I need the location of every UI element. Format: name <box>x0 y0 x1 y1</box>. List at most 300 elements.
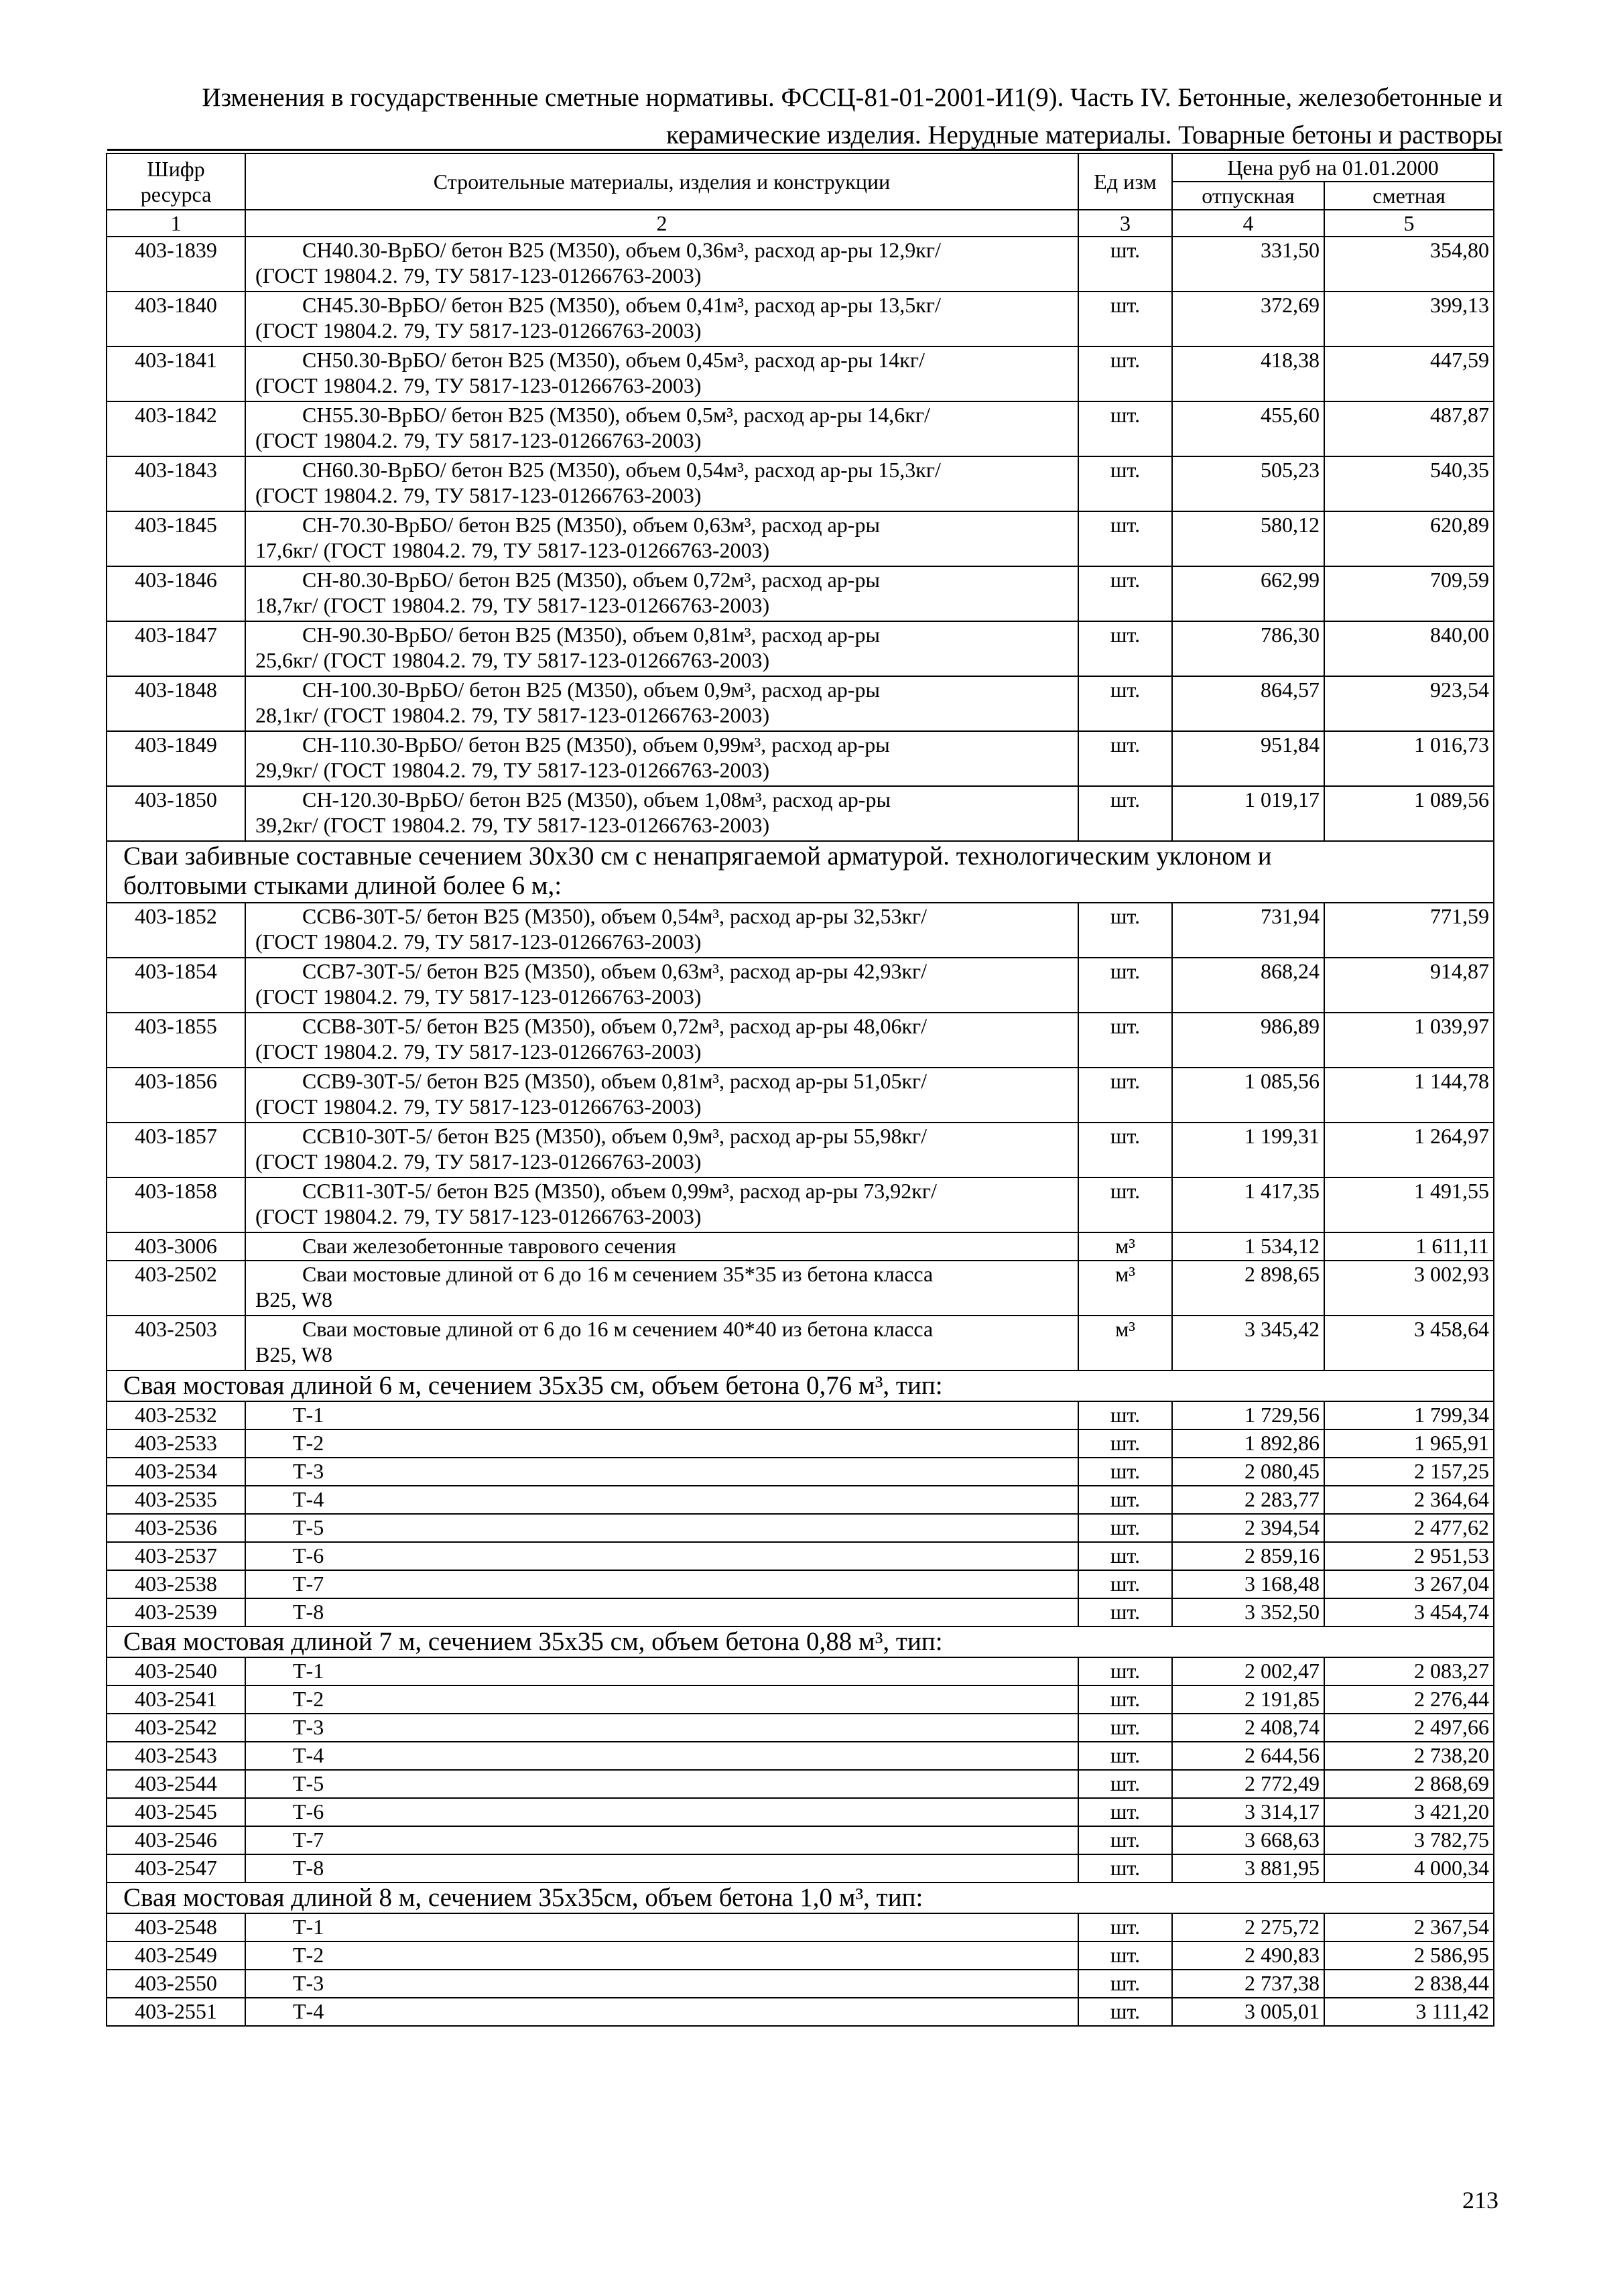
estimate-price: 4 000,34 <box>1324 1854 1494 1883</box>
material-name-line: СН45.30-ВрБО/ бетон В25 (М350), объем 0,41м³, расход ар-ры 13,5кг/ <box>302 293 941 317</box>
resource-code: 403-1843 <box>107 456 245 511</box>
estimate-price: 2 083,27 <box>1324 1657 1494 1685</box>
release-price: 580,12 <box>1172 511 1324 566</box>
release-price: 3 345,42 <box>1172 1316 1324 1370</box>
section-row <box>107 1627 1494 1657</box>
release-price: 1 729,56 <box>1172 1401 1324 1429</box>
release-price: 2 275,72 <box>1172 1913 1324 1941</box>
resource-code: 403-2549 <box>107 1941 245 1970</box>
unit-cell: шт. <box>1078 511 1172 566</box>
release-price: 2 080,45 <box>1172 1458 1324 1486</box>
resource-code: 403-2547 <box>107 1854 245 1883</box>
material-name-line: (ГОСТ 19804.2. 79, ТУ 5817-123-01266763-2003) <box>255 483 702 507</box>
page-number: 213 <box>1462 2187 1498 2214</box>
unit-cell: шт. <box>1078 1401 1172 1429</box>
estimate-price: 3 267,04 <box>1324 1570 1494 1598</box>
unit-cell: шт. <box>1078 1657 1172 1685</box>
release-price: 2 898,65 <box>1172 1261 1324 1316</box>
resource-code: 403-2545 <box>107 1798 245 1826</box>
column-number: 4 <box>1172 210 1324 237</box>
material-name-line: Т-8 <box>293 1600 324 1624</box>
material-name-line: Т-7 <box>293 1572 324 1596</box>
resource-code: 403-2550 <box>107 1970 245 1998</box>
resource-code: 403-2503 <box>107 1316 245 1370</box>
estimate-price: 1 965,91 <box>1324 1429 1494 1458</box>
release-price: 3 668,63 <box>1172 1826 1324 1854</box>
resource-code: 403-1850 <box>107 786 245 841</box>
unit-cell: м³ <box>1078 1316 1172 1370</box>
table-row <box>107 786 1494 841</box>
estimate-price: 3 782,75 <box>1324 1826 1494 1854</box>
estimate-price: 771,59 <box>1324 903 1494 958</box>
resource-code: 403-2533 <box>107 1429 245 1458</box>
release-price: 455,60 <box>1172 401 1324 456</box>
material-name-line: (ГОСТ 19804.2. 79, ТУ 5817-123-01266763-2003) <box>255 1149 702 1173</box>
resource-code: 403-1849 <box>107 731 245 786</box>
estimate-price: 840,00 <box>1324 621 1494 676</box>
resource-code: 403-2535 <box>107 1486 245 1514</box>
release-price: 2 408,74 <box>1172 1714 1324 1742</box>
material-name-line: Т-5 <box>293 1515 324 1539</box>
estimate-price: 923,54 <box>1324 676 1494 731</box>
resource-code: 403-1854 <box>107 958 245 1013</box>
release-price: 3 168,48 <box>1172 1570 1324 1598</box>
material-name-line: СН-70.30-ВрБО/ бетон В25 (М350), объем 0,63м³, расход ар-ры <box>302 513 880 537</box>
estimate-price: 2 838,44 <box>1324 1970 1494 1998</box>
resource-code: 403-2532 <box>107 1401 245 1429</box>
unit-cell: шт. <box>1078 1068 1172 1123</box>
material-name-line: СН60.30-ВрБО/ бетон В25 (М350), объем 0,54м³, расход ар-ры 15,3кг/ <box>302 458 941 482</box>
material-name <box>245 1123 1078 1177</box>
material-name-line: Сваи мостовые длиной от 6 до 16 м сечением 40*40 из бетона класса <box>302 1317 934 1341</box>
table-row <box>107 1177 1494 1232</box>
unit-cell: шт. <box>1078 346 1172 401</box>
estimate-price: 2 738,20 <box>1324 1742 1494 1770</box>
section-title-line: Сваи забивные составные сечением 30х30 см с ненапрягаемой арматурой. технологическим уклоном и <box>123 842 1272 871</box>
estimate-price: 1 039,97 <box>1324 1013 1494 1068</box>
release-price: 662,99 <box>1172 566 1324 621</box>
unit-cell: шт. <box>1078 292 1172 346</box>
material-name <box>245 1013 1078 1068</box>
resource-code: 403-1852 <box>107 903 245 958</box>
material-name-line: Т-2 <box>293 1431 324 1455</box>
table-row <box>107 456 1494 511</box>
unit-cell: шт. <box>1078 1770 1172 1798</box>
material-name-line: Т-6 <box>293 1799 324 1824</box>
material-name-line: СН40.30-ВрБО/ бетон В25 (М350), объем 0,36м³, расход ар-ры 12,9кг/ <box>302 238 941 262</box>
section-title-line: болтовыми стыками длиной более 6 м,: <box>123 871 562 900</box>
resource-code: 403-1846 <box>107 566 245 621</box>
material-name-line: Т-4 <box>293 1743 324 1767</box>
release-price: 868,24 <box>1172 958 1324 1013</box>
header-line-2: керамические изделия. Нерудные материалы. Товарные бетоны и растворы <box>666 121 1502 149</box>
release-price: 2 772,49 <box>1172 1770 1324 1798</box>
material-name-line: Т-7 <box>293 1828 324 1852</box>
unit-cell: шт. <box>1078 1429 1172 1458</box>
unit-cell: шт. <box>1078 676 1172 731</box>
release-price: 372,69 <box>1172 292 1324 346</box>
table-row <box>107 1798 1494 1826</box>
column-number: 1 <box>107 210 245 237</box>
estimate-price: 2 276,44 <box>1324 1685 1494 1714</box>
release-price: 1 085,56 <box>1172 1068 1324 1123</box>
table-row <box>107 1232 1494 1261</box>
material-name <box>245 1685 1078 1714</box>
estimate-price: 1 016,73 <box>1324 731 1494 786</box>
unit-cell: шт. <box>1078 1458 1172 1486</box>
estimate-price: 1 144,78 <box>1324 1068 1494 1123</box>
section-title-line: Свая мостовая длиной 8 м, сечением 35х35см, объем бетона 1,0 м³, тип: <box>123 1883 923 1912</box>
resource-code: 403-2548 <box>107 1913 245 1941</box>
material-name-line: B25, W8 <box>255 1287 332 1312</box>
release-price: 3 314,17 <box>1172 1798 1324 1826</box>
material-name <box>245 676 1078 731</box>
estimate-price: 3 002,93 <box>1324 1261 1494 1316</box>
unit-cell: шт. <box>1078 566 1172 621</box>
table-row <box>107 1013 1494 1068</box>
estimate-price: 540,35 <box>1324 456 1494 511</box>
material-name-line: ССВ10-30Т-5/ бетон В25 (М350), объем 0,9м³, расход ар-ры 55,98кг/ <box>302 1124 928 1148</box>
unit-cell: шт. <box>1078 1598 1172 1627</box>
material-name-line: СН-120.30-ВрБО/ бетон В25 (М350), объем 1,08м³, расход ар-ры <box>302 787 891 812</box>
column-header-unit: Ед изм <box>1078 153 1172 210</box>
resource-code: 403-1858 <box>107 1177 245 1232</box>
resource-code: 403-2544 <box>107 1770 245 1798</box>
table-row <box>107 676 1494 731</box>
section-title <box>107 1627 1494 1657</box>
estimate-price: 2 157,25 <box>1324 1458 1494 1486</box>
material-name-line: ССВ11-30Т-5/ бетон В25 (М350), объем 0,99м³, расход ар-ры 73,92кг/ <box>302 1179 937 1203</box>
material-name-line: Т-3 <box>293 1971 324 1995</box>
material-name-line: ССВ9-30Т-5/ бетон В25 (М350), объем 0,81м³, расход ар-ры 51,05кг/ <box>302 1069 928 1093</box>
release-price: 3 881,95 <box>1172 1854 1324 1883</box>
section-title <box>107 841 1494 903</box>
material-name-line: 29,9кг/ (ГОСТ 19804.2. 79, ТУ 5817-123-01266763-2003) <box>255 758 770 782</box>
column-number: 2 <box>245 210 1078 237</box>
material-name-line: Т-4 <box>293 1999 324 2023</box>
material-name-line: Т-2 <box>293 1687 324 1711</box>
resource-code: 403-2543 <box>107 1742 245 1770</box>
resource-code: 403-3006 <box>107 1232 245 1261</box>
material-name-line: (ГОСТ 19804.2. 79, ТУ 5817-123-01266763-2003) <box>255 930 702 954</box>
unit-cell: шт. <box>1078 1854 1172 1883</box>
material-name-line: ССВ6-30Т-5/ бетон В25 (М350), объем 0,54м³, расход ар-ры 32,53кг/ <box>302 904 928 928</box>
unit-cell: шт. <box>1078 1970 1172 1998</box>
resource-code: 403-1842 <box>107 401 245 456</box>
release-price: 986,89 <box>1172 1013 1324 1068</box>
estimate-price: 3 421,20 <box>1324 1798 1494 1826</box>
material-name <box>245 1261 1078 1316</box>
material-name <box>245 1068 1078 1123</box>
release-price: 731,94 <box>1172 903 1324 958</box>
unit-cell: шт. <box>1078 1013 1172 1068</box>
header-divider <box>107 149 1502 151</box>
estimate-price: 914,87 <box>1324 958 1494 1013</box>
material-name <box>245 731 1078 786</box>
material-name <box>245 1486 1078 1514</box>
resource-code: 403-2542 <box>107 1714 245 1742</box>
section-row <box>107 841 1494 903</box>
unit-cell: шт. <box>1078 237 1172 292</box>
release-price: 1 019,17 <box>1172 786 1324 841</box>
material-name-line: СН-100.30-ВрБО/ бетон В25 (М350), объем 0,9м³, расход ар-ры <box>302 678 880 702</box>
table-row <box>107 1826 1494 1854</box>
estimate-price: 3 454,74 <box>1324 1598 1494 1627</box>
resource-code: 403-1839 <box>107 237 245 292</box>
unit-cell: шт. <box>1078 401 1172 456</box>
resource-code: 403-1848 <box>107 676 245 731</box>
column-number: 3 <box>1078 210 1172 237</box>
table-row <box>107 1429 1494 1458</box>
material-name <box>245 1458 1078 1486</box>
estimate-price: 1 089,56 <box>1324 786 1494 841</box>
estimate-price: 1 799,34 <box>1324 1401 1494 1429</box>
material-name <box>245 1714 1078 1742</box>
material-name-line: (ГОСТ 19804.2. 79, ТУ 5817-123-01266763-2003) <box>255 984 702 1009</box>
material-name-line: Т-5 <box>293 1771 324 1795</box>
unit-cell: шт. <box>1078 958 1172 1013</box>
resource-code: 403-1841 <box>107 346 245 401</box>
table-row <box>107 1742 1494 1770</box>
table-row <box>107 401 1494 456</box>
table-row <box>107 346 1494 401</box>
table-row <box>107 1486 1494 1514</box>
table-row <box>107 1714 1494 1742</box>
release-price: 2 191,85 <box>1172 1685 1324 1714</box>
header-line-1: Изменения в государственные сметные нормативы. ФССЦ-81-01-2001-И1(9). Часть IV. Бетонные, железобетонные и <box>202 83 1502 112</box>
table-row <box>107 958 1494 1013</box>
material-name <box>245 1854 1078 1883</box>
release-price: 2 737,38 <box>1172 1970 1324 1998</box>
material-name <box>245 1826 1078 1854</box>
price-table <box>106 153 1494 2027</box>
release-price: 1 534,12 <box>1172 1232 1324 1261</box>
material-name <box>245 958 1078 1013</box>
material-name <box>245 456 1078 511</box>
table-row <box>107 237 1494 292</box>
material-name-line: Сваи железобетонные таврового сечения <box>302 1234 677 1258</box>
release-price: 331,50 <box>1172 237 1324 292</box>
unit-cell: шт. <box>1078 731 1172 786</box>
unit-cell: шт. <box>1078 621 1172 676</box>
material-name <box>245 237 1078 292</box>
material-name-line: 39,2кг/ (ГОСТ 19804.2. 79, ТУ 5817-123-01266763-2003) <box>255 813 770 837</box>
material-name-line: Т-3 <box>293 1715 324 1739</box>
material-name <box>245 1798 1078 1826</box>
column-header-price: Цена руб на 01.01.2000 <box>1172 153 1494 182</box>
material-name <box>245 1570 1078 1598</box>
material-name <box>245 1177 1078 1232</box>
section-row <box>107 1370 1494 1401</box>
table-row <box>107 1261 1494 1316</box>
resource-code: 403-1847 <box>107 621 245 676</box>
table-row <box>107 1123 1494 1177</box>
material-name <box>245 621 1078 676</box>
estimate-price: 1 611,11 <box>1324 1232 1494 1261</box>
material-name-line: Т-1 <box>293 1403 324 1427</box>
unit-cell: м³ <box>1078 1261 1172 1316</box>
material-name <box>245 1401 1078 1429</box>
material-name <box>245 1998 1078 2026</box>
material-name-line: Т-1 <box>293 1915 324 1939</box>
estimate-price: 2 868,69 <box>1324 1770 1494 1798</box>
material-name-line: Т-4 <box>293 1487 324 1511</box>
resource-code: 403-1840 <box>107 292 245 346</box>
material-name-line: ССВ8-30Т-5/ бетон В25 (М350), объем 0,72м³, расход ар-ры 48,06кг/ <box>302 1014 928 1038</box>
estimate-price: 2 497,66 <box>1324 1714 1494 1742</box>
material-name-line: СН-80.30-ВрБО/ бетон В25 (М350), объем 0,72м³, расход ар-ры <box>302 568 880 592</box>
resource-code: 403-2536 <box>107 1514 245 1542</box>
release-price: 1 892,86 <box>1172 1429 1324 1458</box>
material-name <box>245 566 1078 621</box>
resource-code: 403-2537 <box>107 1542 245 1570</box>
resource-code: 403-2534 <box>107 1458 245 1486</box>
release-price: 3 352,50 <box>1172 1598 1324 1627</box>
column-header-release-price: отпускная <box>1172 182 1324 210</box>
unit-cell: шт. <box>1078 1514 1172 1542</box>
material-name <box>245 1770 1078 1798</box>
section-title-line: Свая мостовая длиной 7 м, сечением 35х35 см, объем бетона 0,88 м³, тип: <box>123 1627 943 1656</box>
table-row <box>107 1941 1494 1970</box>
material-name-line: (ГОСТ 19804.2. 79, ТУ 5817-123-01266763-2003) <box>255 1039 702 1064</box>
section-title-line: Свая мостовая длиной 6 м, сечением 35х35 см, объем бетона 0,76 м³, тип: <box>123 1371 943 1400</box>
unit-cell: шт. <box>1078 786 1172 841</box>
unit-cell: шт. <box>1078 1685 1172 1714</box>
material-name-line: Сваи мостовые длиной от 6 до 16 м сечением 35*35 из бетона класса <box>302 1262 934 1286</box>
release-price: 2 394,54 <box>1172 1514 1324 1542</box>
material-name <box>245 1742 1078 1770</box>
unit-cell: шт. <box>1078 1542 1172 1570</box>
material-name-line: СН-90.30-ВрБО/ бетон В25 (М350), объем 0,81м³, расход ар-ры <box>302 623 880 647</box>
material-name <box>245 903 1078 958</box>
resource-code: 403-2502 <box>107 1261 245 1316</box>
material-name-line: 18,7кг/ (ГОСТ 19804.2. 79, ТУ 5817-123-01266763-2003) <box>255 593 770 617</box>
material-name-line: ССВ7-30Т-5/ бетон В25 (М350), объем 0,63м³, расход ар-ры 42,93кг/ <box>302 959 928 983</box>
resource-code: 403-2540 <box>107 1657 245 1685</box>
table-row <box>107 1458 1494 1486</box>
material-name-line: Т-3 <box>293 1459 324 1483</box>
release-price: 2 859,16 <box>1172 1542 1324 1570</box>
estimate-price: 399,13 <box>1324 292 1494 346</box>
release-price: 418,38 <box>1172 346 1324 401</box>
material-name-line: Т-6 <box>293 1543 324 1568</box>
estimate-price: 709,59 <box>1324 566 1494 621</box>
resource-code: 403-2539 <box>107 1598 245 1627</box>
material-name-line: Т-2 <box>293 1943 324 1967</box>
resource-code: 403-2546 <box>107 1826 245 1854</box>
material-name <box>245 401 1078 456</box>
resource-code: 403-1845 <box>107 511 245 566</box>
table-row <box>107 1598 1494 1627</box>
release-price: 2 490,83 <box>1172 1941 1324 1970</box>
unit-cell: шт. <box>1078 903 1172 958</box>
unit-cell: шт. <box>1078 1123 1172 1177</box>
material-name <box>245 346 1078 401</box>
material-name <box>245 292 1078 346</box>
section-row <box>107 1883 1494 1913</box>
document-header <box>114 79 1502 154</box>
estimate-price: 3 458,64 <box>1324 1316 1494 1370</box>
section-title <box>107 1370 1494 1401</box>
material-name-line: СН55.30-ВрБО/ бетон В25 (М350), объем 0,5м³, расход ар-ры 14,6кг/ <box>302 403 930 427</box>
material-name <box>245 1316 1078 1370</box>
material-name-line: (ГОСТ 19804.2. 79, ТУ 5817-123-01266763-2003) <box>255 1204 702 1228</box>
material-name-line: (ГОСТ 19804.2. 79, ТУ 5817-123-01266763-2003) <box>255 428 702 452</box>
material-name-line: 28,1кг/ (ГОСТ 19804.2. 79, ТУ 5817-123-01266763-2003) <box>255 703 770 727</box>
table-row <box>107 1514 1494 1542</box>
release-price: 786,30 <box>1172 621 1324 676</box>
material-name <box>245 1598 1078 1627</box>
table-row <box>107 1970 1494 1998</box>
material-name-line: (ГОСТ 19804.2. 79, ТУ 5817-123-01266763-2003) <box>255 263 702 288</box>
release-price: 3 005,01 <box>1172 1998 1324 2026</box>
estimate-price: 2 367,54 <box>1324 1913 1494 1941</box>
table-row <box>107 1316 1494 1370</box>
estimate-price: 2 364,64 <box>1324 1486 1494 1514</box>
material-name-line: B25, W8 <box>255 1342 332 1366</box>
material-name-line: Т-1 <box>293 1659 324 1683</box>
table-row <box>107 1998 1494 2026</box>
table-row <box>107 1685 1494 1714</box>
table-row <box>107 731 1494 786</box>
unit-cell: шт. <box>1078 1998 1172 2026</box>
material-name-line: (ГОСТ 19804.2. 79, ТУ 5817-123-01266763-2003) <box>255 318 702 342</box>
resource-code: 403-1856 <box>107 1068 245 1123</box>
estimate-price: 620,89 <box>1324 511 1494 566</box>
unit-cell: м³ <box>1078 1232 1172 1261</box>
material-name <box>245 1429 1078 1458</box>
table-row <box>107 566 1494 621</box>
estimate-price: 447,59 <box>1324 346 1494 401</box>
release-price: 2 644,56 <box>1172 1742 1324 1770</box>
release-price: 1 417,35 <box>1172 1177 1324 1232</box>
column-number: 5 <box>1324 210 1494 237</box>
table-row <box>107 1570 1494 1598</box>
release-price: 1 199,31 <box>1172 1123 1324 1177</box>
material-name <box>245 1913 1078 1941</box>
release-price: 864,57 <box>1172 676 1324 731</box>
table-row <box>107 1657 1494 1685</box>
estimate-price: 1 491,55 <box>1324 1177 1494 1232</box>
resource-code: 403-1855 <box>107 1013 245 1068</box>
table-row <box>107 1401 1494 1429</box>
resource-code: 403-2551 <box>107 1998 245 2026</box>
unit-cell: шт. <box>1078 1798 1172 1826</box>
release-price: 2 283,77 <box>1172 1486 1324 1514</box>
material-name <box>245 1941 1078 1970</box>
resource-code: 403-2541 <box>107 1685 245 1714</box>
unit-cell: шт. <box>1078 1486 1172 1514</box>
table-row <box>107 1542 1494 1570</box>
section-title <box>107 1883 1494 1913</box>
unit-cell: шт. <box>1078 1177 1172 1232</box>
material-name-line: (ГОСТ 19804.2. 79, ТУ 5817-123-01266763-2003) <box>255 373 702 397</box>
release-price: 505,23 <box>1172 456 1324 511</box>
material-name <box>245 1542 1078 1570</box>
unit-cell: шт. <box>1078 1826 1172 1854</box>
table-row <box>107 621 1494 676</box>
material-name <box>245 1232 1078 1261</box>
table-row <box>107 511 1494 566</box>
estimate-price: 487,87 <box>1324 401 1494 456</box>
estimate-price: 3 111,42 <box>1324 1998 1494 2026</box>
table-row <box>107 1913 1494 1941</box>
column-header-estimate-price: сметная <box>1324 182 1494 210</box>
material-name-line: СН-110.30-ВрБО/ бетон В25 (М350), объем 0,99м³, расход ар-ры <box>302 732 890 757</box>
material-name-line: (ГОСТ 19804.2. 79, ТУ 5817-123-01266763-2003) <box>255 1094 702 1119</box>
resource-code: 403-2538 <box>107 1570 245 1598</box>
table-row <box>107 903 1494 958</box>
